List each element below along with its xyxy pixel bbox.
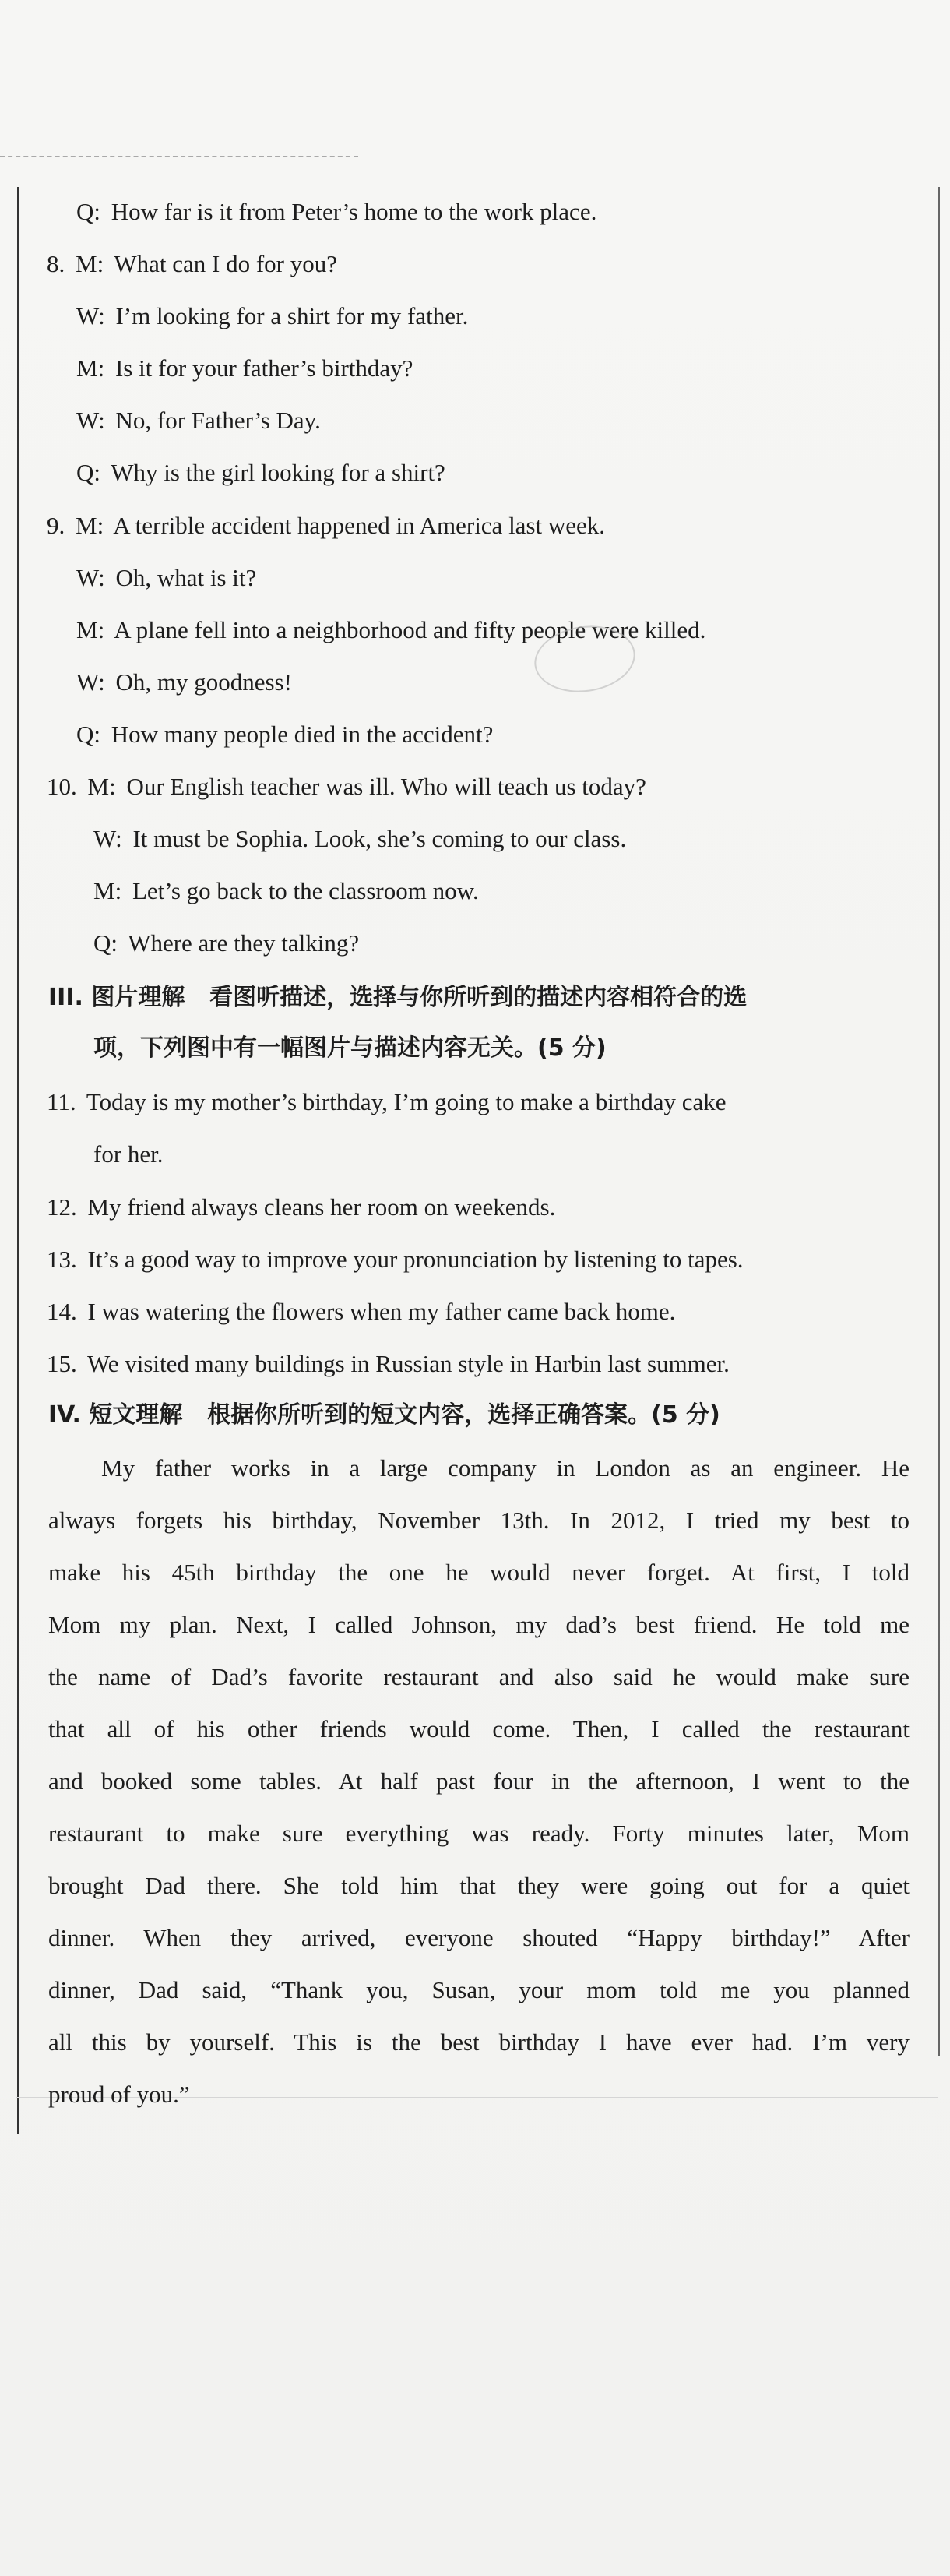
passage-line: restaurant to make sure everything was ready. Forty minutes later, Mom: [48, 1820, 910, 1847]
dialogue-text: Our English teacher was ill. Who will teach us today?: [126, 773, 646, 800]
speaker-label: M:: [76, 616, 105, 643]
item-number: 12.: [47, 1193, 77, 1221]
speaker-label: Q:: [76, 721, 100, 748]
list-item: [47, 1348, 730, 1380]
passage-line: Mom my plan. Next, I called Johnson, my dad’s best friend. He told me: [48, 1611, 910, 1638]
list-item-cont: [93, 1139, 164, 1170]
dialogue-text: No, for Father’s Day.: [115, 407, 321, 434]
item-text: Today is my mother’s birthday, I’m going to make a birthday cake: [86, 1088, 727, 1115]
speaker-label: M:: [76, 512, 104, 539]
question-number: 10.: [47, 773, 77, 800]
item-text: for her.: [93, 1140, 164, 1168]
dialogue-text: Oh, my goodness!: [115, 668, 292, 696]
speaker-label: W:: [93, 825, 122, 852]
passage-line: My father works in a large company in London as an engineer. He: [101, 1454, 910, 1482]
section-instruction: 看图听描述，选择与你所听到的描述内容相符合的选: [209, 984, 748, 1011]
item-number: 14.: [47, 1298, 77, 1325]
list-item: [47, 1192, 555, 1223]
dialogue-text: What can I do for you?: [114, 250, 338, 277]
dialogue-line: [76, 301, 468, 332]
question-number: 8.: [47, 250, 65, 277]
dialogue-line: [76, 667, 292, 698]
dialogue-text: Why is the girl looking for a shirt?: [111, 459, 445, 486]
dialogue-line: [76, 405, 321, 436]
dialogue-text: How many people died in the accident?: [111, 721, 494, 748]
item-text: I was watering the flowers when my father came back home.: [87, 1298, 676, 1325]
dialogue-text: Let’s go back to the classroom now.: [132, 877, 479, 904]
dialogue-line: [47, 248, 337, 280]
dialogue-line: [47, 510, 605, 541]
dialogue-text: Where are they talking?: [128, 929, 360, 957]
speaker-label: Q:: [93, 929, 118, 957]
dialogue-line: [76, 719, 493, 750]
dialogue-line: [76, 457, 445, 488]
dialogue-text: Is it for your father’s birthday?: [114, 354, 413, 382]
passage-line: the name of Dad’s favorite restaurant and also said he would make sure: [48, 1663, 910, 1690]
speaker-label: W:: [76, 668, 105, 696]
speaker-label: Q:: [76, 459, 100, 486]
right-margin-rule: [938, 187, 940, 2056]
passage-line: all this by yourself. This is the best birthday I have ever had. I’m very: [48, 2028, 910, 2056]
top-divider: [0, 156, 358, 157]
dialogue-line: [47, 771, 646, 802]
passage-line: always forgets his birthday, November 13th. In 2012, I tried my best to: [48, 1506, 910, 1534]
passage-line: dinner. When they arrived, everyone shouted “Happy birthday!” After: [48, 1924, 910, 1951]
dialogue-line: [93, 823, 626, 855]
dialogue-line: [93, 876, 479, 907]
dialogue-line: [76, 196, 596, 227]
item-text: We visited many buildings in Russian style in Harbin last summer.: [86, 1350, 730, 1377]
section-label: IV. 短文理解: [48, 1401, 183, 1429]
passage-line: that all of his other friends would come. Then, I called the restaurant: [48, 1715, 910, 1743]
dialogue-text: It must be Sophia. Look, she’s coming to our class.: [132, 825, 627, 852]
list-item: [47, 1087, 727, 1118]
dialogue-text: How far is it from Peter’s home to the work place.: [111, 198, 597, 225]
list-item: [47, 1296, 675, 1327]
passage-line: proud of you.”: [48, 2081, 190, 2108]
item-number: 11.: [47, 1088, 76, 1115]
item-number: 13.: [47, 1246, 77, 1273]
item-text: My friend always cleans her room on weekends.: [87, 1193, 556, 1221]
left-margin-rule: [17, 187, 19, 2134]
item-number: 15.: [47, 1350, 77, 1377]
item-text: It’s a good way to improve your pronunciation by listening to tapes.: [87, 1246, 744, 1273]
dialogue-line: [76, 562, 256, 594]
section-heading: [48, 1399, 720, 1430]
speaker-label: Q:: [76, 198, 100, 225]
speaker-label: M:: [87, 773, 116, 800]
speaker-label: M:: [76, 354, 105, 382]
section-instruction: 根据你所听到的短文内容，选择正确答案。(5 分): [207, 1401, 720, 1429]
dialogue-text: I’m looking for a shirt for my father.: [115, 302, 469, 329]
speaker-label: M:: [93, 877, 122, 904]
dialogue-text: Oh, what is it?: [115, 564, 257, 591]
dialogue-line: [93, 928, 359, 959]
list-item: [47, 1244, 744, 1275]
passage-line: make his 45th birthday the one he would never forget. At first, I told: [48, 1559, 910, 1586]
section-label: III. 图片理解: [48, 984, 185, 1011]
speaker-label: W:: [76, 407, 105, 434]
passage-line: brought Dad there. She told him that they were going out for a quiet: [48, 1872, 910, 1899]
question-number: 9.: [47, 512, 65, 539]
speaker-label: W:: [76, 564, 105, 591]
passage-line: and booked some tables. At half past four in the afternoon, I went to the: [48, 1767, 910, 1795]
passage-line: dinner, Dad said, “Thank you, Susan, your mom told me you planned: [48, 1976, 910, 2003]
section-heading: [48, 981, 747, 1013]
speaker-label: M:: [76, 250, 104, 277]
dialogue-text: A terrible accident happened in America last week.: [113, 512, 606, 539]
speaker-label: W:: [76, 302, 105, 329]
dialogue-line: [76, 353, 413, 384]
section-instruction: 项，下列图中有一幅图片与描述内容无关。(5 分): [93, 1034, 607, 1062]
dialogue-text: A plane fell into a neighborhood and fifty people were killed.: [114, 616, 706, 643]
section-heading-cont: [93, 1032, 607, 1063]
